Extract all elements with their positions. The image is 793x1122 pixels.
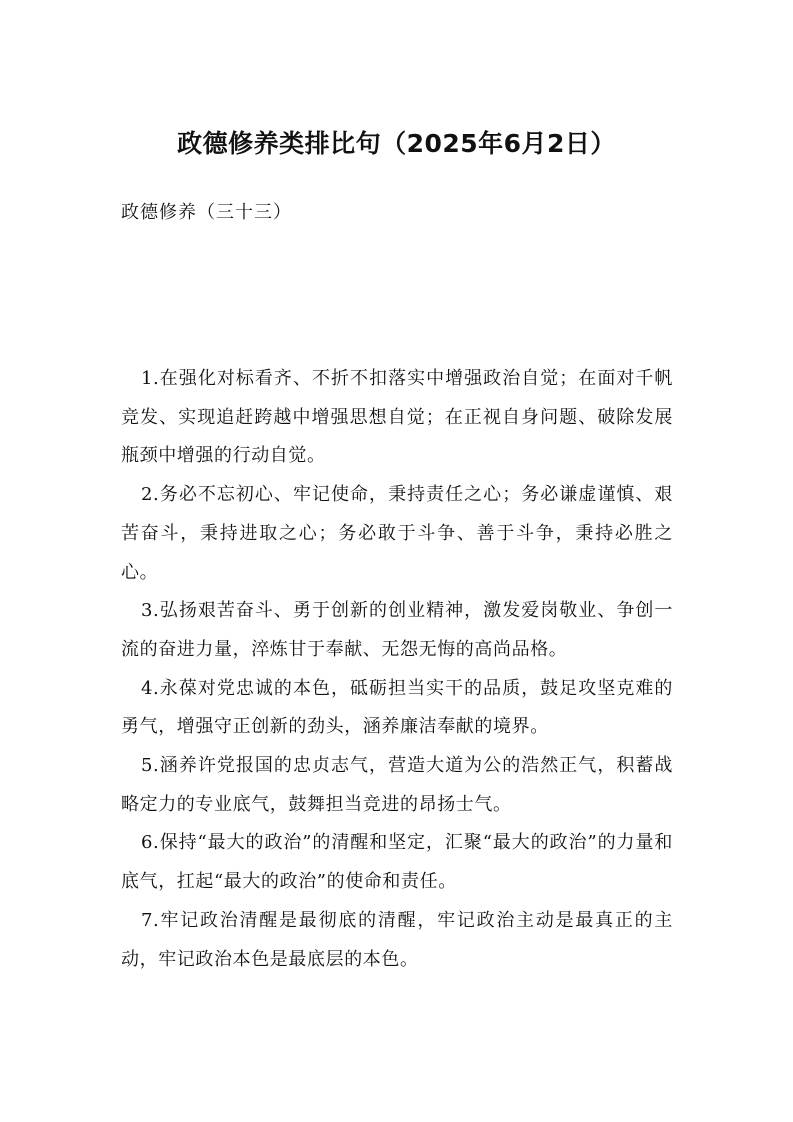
document-body <box>121 360 673 979</box>
paragraph-5: 5.涵养许党报国的忠贞志气，营造大道为公的浩然正气，积蓄战略定力的专业底气，鼓舞担当竞进的昂扬士气。 <box>121 755 673 815</box>
paragraph-1: 1.在强化对标看齐、不折不扣落实中增强政治自觉；在面对千帆竞发、实现追赶跨越中增强思想自觉；在正视自身问题、破除发展瓶颈中增强的行动自觉。 <box>121 368 673 467</box>
document-subtitle: 政德修养（三十三） <box>121 202 292 223</box>
paragraph-7: 7.牢记政治清醒是最彻底的清醒，牢记政治主动是最真正的主动，牢记政治本色是最底层的本色。 <box>121 909 673 970</box>
paragraph-2: 2.务必不忘初心、牢记使命，秉持责任之心；务必谦虚谨慎、艰苦奋斗，秉持进取之心；务必敢于斗争、善于斗争，秉持必胜之心。 <box>121 484 673 583</box>
paragraph-4: 4.永葆对党忠诚的本色，砥砺担当实干的品质，鼓足攻坚克难的勇气，增强守正创新的劲头，涵养廉洁奉献的境界。 <box>121 677 673 738</box>
paragraph-6: 6.保持“最大的政治”的清醒和坚定，汇聚“最大的政治”的力量和底气，扛起“最大的政治”的使命和责任。 <box>121 832 673 893</box>
document-title: 政德修养类排比句（2025年6月2日） <box>177 129 616 158</box>
paragraph-3: 3.弘扬艰苦奋斗、勇于创新的创业精神，激发爱岗敬业、争创一流的奋进力量，淬炼甘于奉献、无怨无悔的高尚品格。 <box>121 600 673 660</box>
